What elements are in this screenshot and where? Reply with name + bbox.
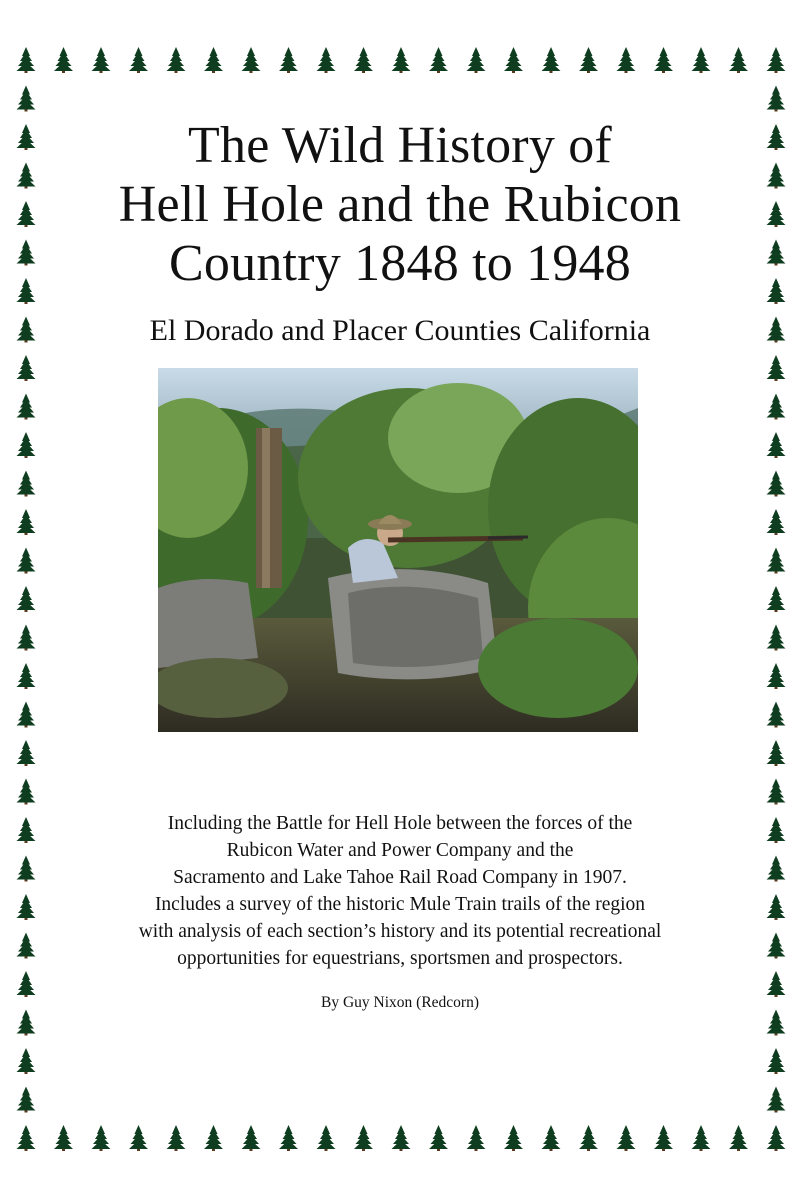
cover-photo bbox=[158, 368, 638, 732]
description-line: with analysis of each section’s history and its potential recreational bbox=[138, 921, 662, 942]
pine-tree-icon bbox=[167, 1125, 186, 1151]
pine-tree-icon bbox=[579, 1125, 598, 1151]
pine-tree-icon bbox=[617, 1125, 636, 1151]
pine-tree-icon bbox=[542, 47, 561, 73]
pine-tree-icon bbox=[204, 47, 223, 73]
description-line: Rubicon Water and Power Company and the bbox=[226, 840, 574, 861]
description-line: Sacramento and Lake Tahoe Rail Road Company in 1907. bbox=[173, 867, 627, 888]
pine-tree-icon bbox=[767, 702, 786, 728]
pine-tree-icon bbox=[767, 1048, 786, 1074]
pine-tree-icon bbox=[429, 1125, 448, 1151]
pine-tree-icon bbox=[767, 86, 786, 112]
pine-tree-icon bbox=[504, 1125, 523, 1151]
pine-tree-icon bbox=[729, 47, 748, 73]
pine-tree-icon bbox=[767, 355, 786, 381]
pine-tree-icon bbox=[317, 47, 336, 73]
pine-tree-icon bbox=[467, 47, 486, 73]
pine-tree-icon bbox=[129, 1125, 148, 1151]
title-line-3: Country 1848 to 1948 bbox=[169, 235, 631, 292]
pine-tree-icon bbox=[17, 163, 36, 189]
pine-tree-icon bbox=[767, 240, 786, 266]
pine-tree-icon bbox=[354, 1125, 373, 1151]
pine-tree-icon bbox=[617, 47, 636, 73]
pine-tree-icon bbox=[54, 1125, 73, 1151]
pine-tree-icon bbox=[767, 394, 786, 420]
pine-tree-icon bbox=[654, 1125, 673, 1151]
pine-tree-icon bbox=[542, 1125, 561, 1151]
pine-tree-icon bbox=[354, 47, 373, 73]
pine-tree-icon bbox=[17, 432, 36, 458]
book-description bbox=[70, 810, 730, 972]
pine-tree-icon bbox=[17, 894, 36, 920]
pine-tree-icon bbox=[17, 971, 36, 997]
pine-tree-icon bbox=[767, 1125, 786, 1151]
pine-tree-icon bbox=[242, 1125, 261, 1151]
pine-tree-icon bbox=[767, 201, 786, 227]
pine-tree-icon bbox=[17, 47, 36, 73]
book-title bbox=[60, 117, 740, 297]
pine-tree-icon bbox=[767, 163, 786, 189]
pine-tree-icon bbox=[767, 971, 786, 997]
pine-tree-icon bbox=[17, 702, 36, 728]
pine-tree-icon bbox=[17, 86, 36, 112]
title-line-1: The Wild History of bbox=[188, 117, 612, 174]
pine-tree-icon bbox=[17, 740, 36, 766]
pine-tree-icon bbox=[17, 856, 36, 882]
pine-tree-icon bbox=[279, 1125, 298, 1151]
pine-tree-icon bbox=[17, 1010, 36, 1036]
pine-tree-icon bbox=[692, 1125, 711, 1151]
pine-tree-icon bbox=[767, 740, 786, 766]
pine-tree-icon bbox=[767, 124, 786, 150]
pine-tree-icon bbox=[92, 47, 111, 73]
description-line: Including the Battle for Hell Hole between the forces of the bbox=[167, 813, 633, 834]
pine-tree-icon bbox=[17, 201, 36, 227]
pine-tree-icon bbox=[317, 1125, 336, 1151]
title-line-2: Hell Hole and the Rubicon bbox=[118, 176, 682, 233]
pine-tree-icon bbox=[54, 47, 73, 73]
pine-tree-icon bbox=[167, 47, 186, 73]
pine-tree-icon bbox=[17, 509, 36, 535]
pine-tree-icon bbox=[17, 1125, 36, 1151]
pine-tree-icon bbox=[767, 278, 786, 304]
pine-tree-icon bbox=[767, 625, 786, 651]
pine-tree-icon bbox=[204, 1125, 223, 1151]
pine-tree-icon bbox=[17, 548, 36, 574]
pine-tree-icon bbox=[767, 663, 786, 689]
pine-tree-icon bbox=[392, 47, 411, 73]
pine-tree-icon bbox=[767, 779, 786, 805]
pine-tree-icon bbox=[17, 1087, 36, 1113]
pine-tree-icon bbox=[579, 47, 598, 73]
pine-tree-icon bbox=[17, 625, 36, 651]
pine-tree-icon bbox=[692, 47, 711, 73]
pine-tree-icon bbox=[767, 1010, 786, 1036]
pine-tree-icon bbox=[767, 317, 786, 343]
pine-tree-icon bbox=[242, 47, 261, 73]
pine-tree-icon bbox=[654, 47, 673, 73]
pine-tree-icon bbox=[729, 1125, 748, 1151]
pine-tree-icon bbox=[17, 471, 36, 497]
pine-tree-icon bbox=[429, 47, 448, 73]
pine-tree-icon bbox=[767, 509, 786, 535]
author-credit: By Guy Nixon (Redcorn) bbox=[321, 994, 479, 1011]
pine-tree-icon bbox=[767, 586, 786, 612]
pine-tree-icon bbox=[129, 47, 148, 73]
pine-tree-icon bbox=[767, 933, 786, 959]
book-subtitle: El Dorado and Placer Counties California bbox=[149, 314, 651, 347]
pine-tree-icon bbox=[767, 894, 786, 920]
pine-tree-icon bbox=[767, 47, 786, 73]
description-line: opportunities for equestrians, sportsmen and prospectors. bbox=[177, 948, 623, 969]
pine-tree-icon bbox=[279, 47, 298, 73]
pine-tree-icon bbox=[17, 355, 36, 381]
pine-tree-icon bbox=[17, 586, 36, 612]
pine-tree-icon bbox=[17, 278, 36, 304]
pine-tree-icon bbox=[392, 1125, 411, 1151]
pine-tree-icon bbox=[767, 471, 786, 497]
description-line: Includes a survey of the historic Mule Train trails of the region bbox=[154, 894, 646, 915]
pine-tree-icon bbox=[17, 317, 36, 343]
pine-tree-icon bbox=[767, 817, 786, 843]
pine-tree-icon bbox=[467, 1125, 486, 1151]
pine-tree-icon bbox=[17, 394, 36, 420]
pine-tree-icon bbox=[767, 432, 786, 458]
pine-tree-icon bbox=[767, 1087, 786, 1113]
pine-tree-icon bbox=[17, 817, 36, 843]
pine-tree-icon bbox=[17, 1048, 36, 1074]
pine-tree-icon bbox=[767, 856, 786, 882]
pine-tree-icon bbox=[17, 663, 36, 689]
pine-tree-icon bbox=[92, 1125, 111, 1151]
pine-tree-icon bbox=[17, 933, 36, 959]
pine-tree-icon bbox=[17, 124, 36, 150]
pine-tree-icon bbox=[17, 240, 36, 266]
pine-tree-icon bbox=[17, 779, 36, 805]
pine-tree-icon bbox=[504, 47, 523, 73]
pine-tree-icon bbox=[767, 548, 786, 574]
